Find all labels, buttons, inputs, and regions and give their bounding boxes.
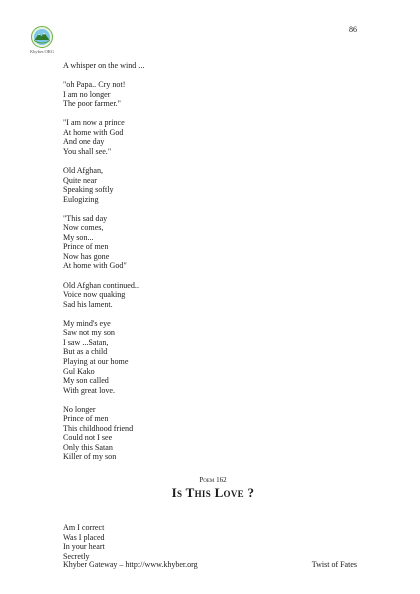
poem-line: I am no longer: [63, 89, 111, 99]
footer-site-link[interactable]: Khyber Gateway – http://www.khyber.org: [63, 560, 198, 569]
poem-line: Old Afghan continued..: [63, 280, 139, 290]
poem-line: And one day: [63, 137, 105, 147]
poem-line: Was I placed: [63, 532, 105, 542]
stanza-break: [63, 71, 363, 81]
poem-line: Prince of men: [63, 414, 109, 424]
stanza-break: [63, 395, 363, 405]
poem-line: "oh Papa.. Cry not!: [63, 80, 126, 90]
poem-line: The poor farmer.": [63, 99, 121, 109]
page-number: 86: [349, 25, 357, 34]
poem-line: Sad his lament.: [63, 299, 113, 309]
poem-line: Voice now quaking: [63, 290, 126, 300]
khyber-logo: [25, 26, 59, 54]
poem-line: Secretly: [63, 551, 90, 561]
stanza-break: [63, 309, 363, 319]
poem-line: Now comes,: [63, 223, 104, 233]
poem-line: Now has gone: [63, 251, 110, 261]
poem-line: "This sad day: [63, 213, 108, 223]
poem-line: My son...: [63, 232, 94, 242]
poem-line: Playing at our home: [63, 356, 129, 366]
poem-line: Speaking softly: [63, 185, 114, 195]
poem-line: With great love.: [63, 385, 116, 395]
stanza-break: [63, 156, 363, 166]
poem-line: In your heart: [63, 542, 105, 552]
poem-line: Only this Satan: [63, 442, 113, 452]
poem-line: You shall see.": [63, 146, 112, 156]
stanza-break: [63, 204, 363, 214]
poem-line: No longer: [63, 404, 96, 414]
footer-book-title: Twist of Fates: [311, 560, 357, 569]
poem-number: Poem 162: [199, 475, 227, 484]
mountain-icon: [31, 26, 53, 48]
stanza-break: [63, 109, 363, 119]
poem-title: Is This Love ?: [171, 484, 255, 500]
poem-line: But as a child: [63, 347, 108, 357]
poem-line: Gul Kako: [63, 366, 95, 376]
poem-line: At home with God: [63, 127, 124, 137]
poem-line: Old Afghan,: [63, 166, 104, 176]
poem-line: Am I correct: [63, 522, 105, 532]
stanza-break: [63, 271, 363, 281]
poem-line: Could not I see: [63, 433, 113, 443]
poem-line: This childhood friend: [63, 423, 134, 433]
poem-line: Saw not my son: [63, 328, 115, 338]
poem-body: [63, 61, 363, 561]
poem-line: My son called: [63, 376, 109, 386]
poem-line: My mind's eye: [63, 318, 111, 328]
poem-line: At home with God": [63, 261, 127, 271]
logo-text: Khyber.ORG: [29, 49, 55, 54]
poem-line: Quite near: [63, 175, 97, 185]
poem-line: Prince of men: [63, 242, 109, 252]
poem-line: "I am now a prince: [63, 118, 125, 128]
poem-line: Eulogizing: [63, 194, 99, 204]
poem-line: I saw ...Satan,: [63, 337, 109, 347]
intro-line: A whisper on the wind ...: [63, 61, 145, 70]
poem-line: Killer of my son: [63, 452, 117, 462]
